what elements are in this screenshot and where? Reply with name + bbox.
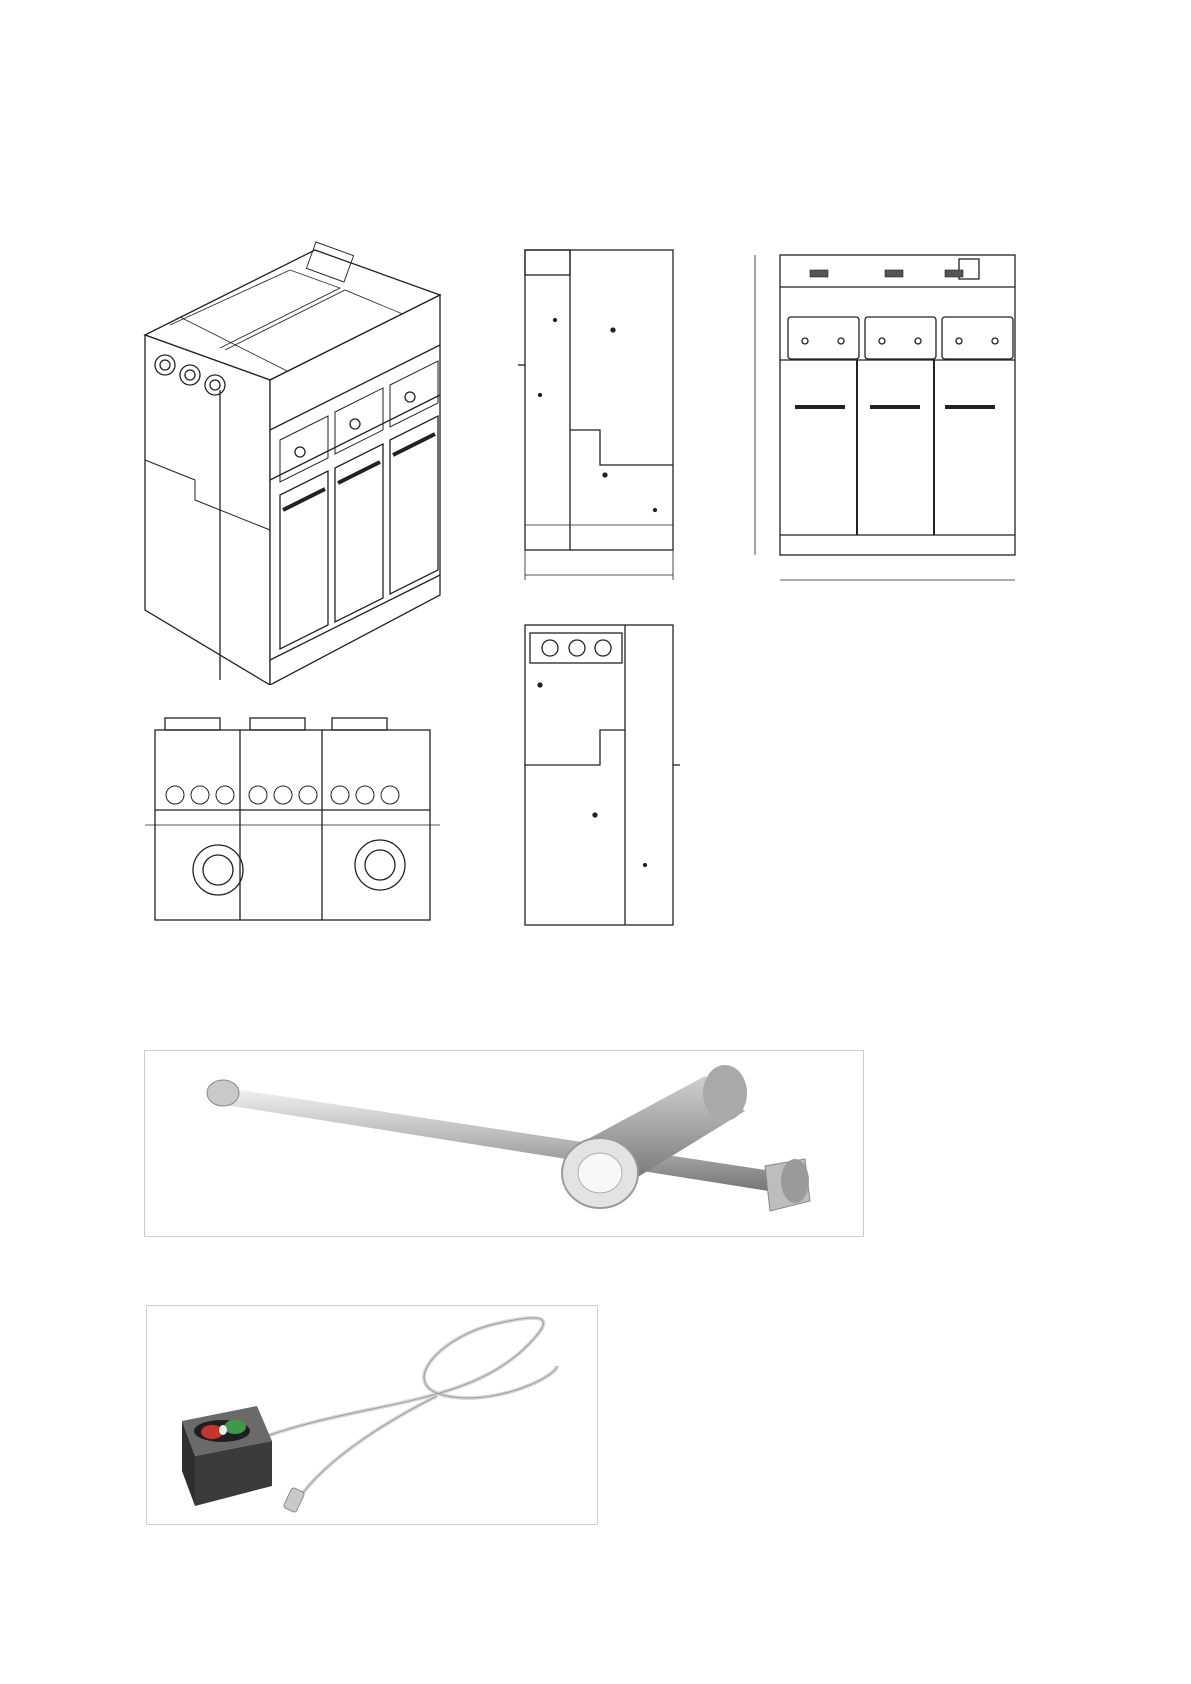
switchgear-isometric-drawing — [140, 240, 450, 685]
remote-control-pushbutton-photo — [146, 1305, 598, 1525]
operating-handle-photo — [144, 1050, 864, 1237]
switchgear-rear-view-drawing — [140, 710, 450, 925]
switchgear-side-view-drawing — [515, 615, 685, 930]
switchgear-front-view-drawing — [745, 245, 1025, 590]
switchgear-side-view-drawing — [515, 245, 685, 585]
